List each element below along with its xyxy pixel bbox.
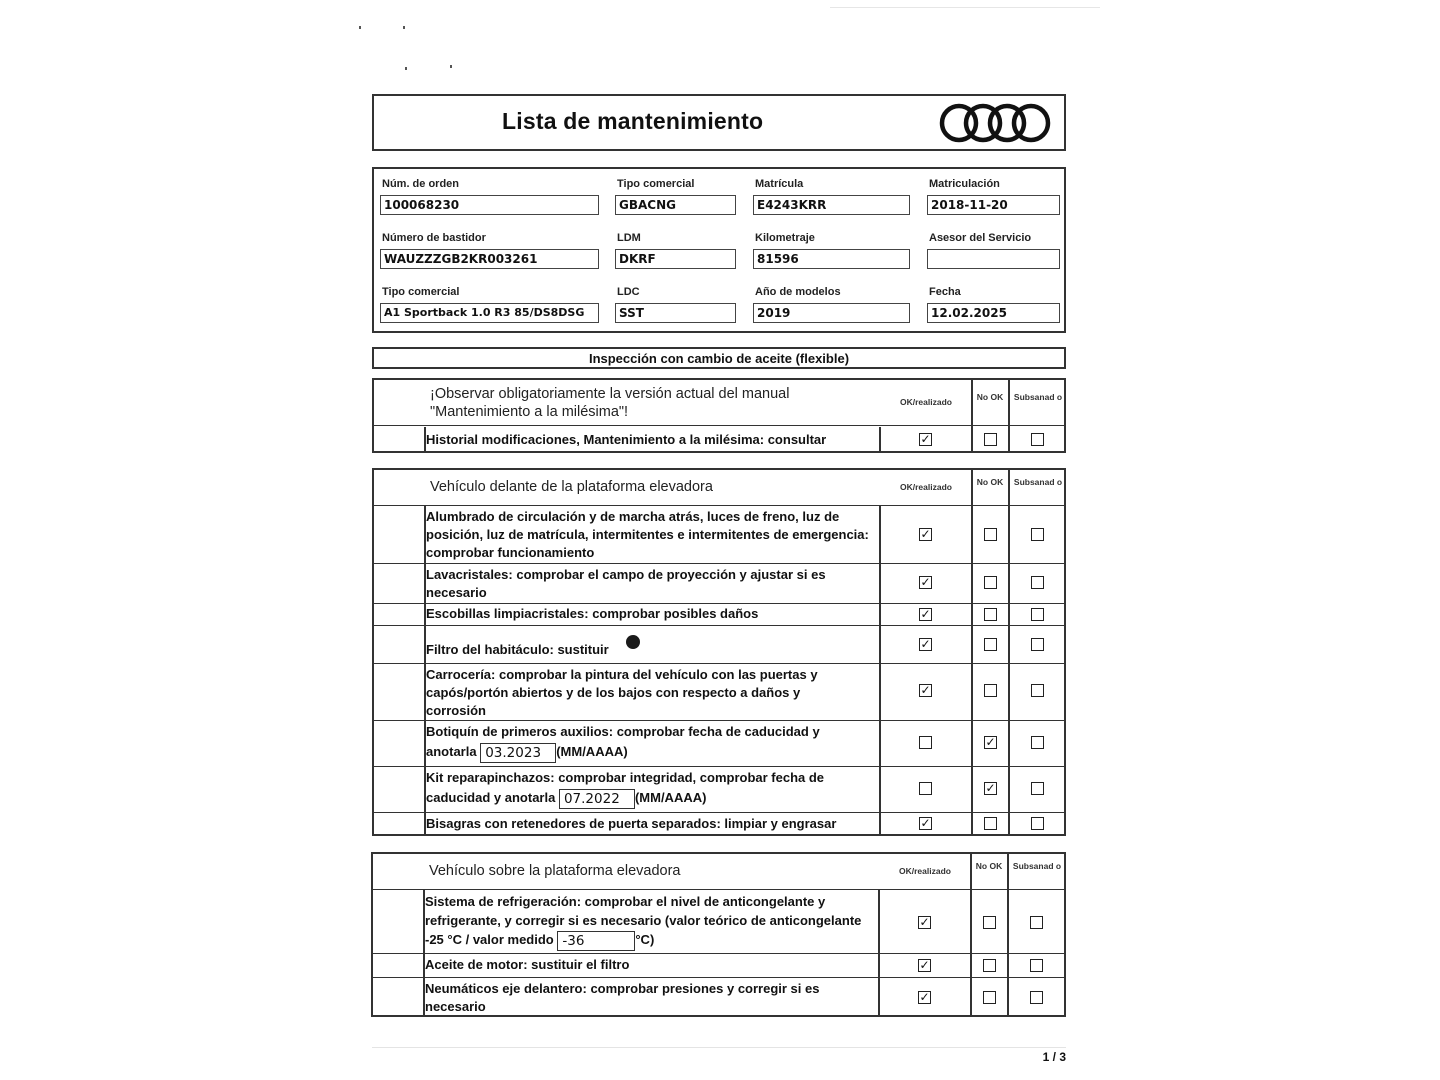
fixed-checkbox[interactable] [1031,528,1044,541]
table-row [374,425,1064,453]
field-label: Núm. de orden [382,178,460,190]
column-header-ok: OK/realizado [899,866,951,876]
column-header-no-ok: No OK [975,861,1003,871]
item-text: Bisagras con retenedores de puerta separados: limpiar y engrasar [426,816,837,831]
field-label: LDM [617,232,641,244]
mileage-field: 81596 [753,249,910,269]
field-label: Matriculación [929,178,1000,190]
table-row [374,603,1064,625]
ok-checkbox[interactable]: ✓ [920,575,931,589]
item-text-before: Sistema de refrigeración: comprobar el nivel de anticongelante y refrigerante, y corregir si es necesario (valor teórico de anticongelante -25 °C / valor medido [425,894,862,947]
table-row [374,663,1064,720]
fixed-checkbox[interactable] [1031,782,1044,795]
fixed-checkbox[interactable] [1031,736,1044,749]
section-heading: ¡Observar obligatoriamente la versión actual del manual "Mantenimiento a la milésima"! [430,386,790,420]
commercial-type-field: GBACNG [615,195,736,215]
no-ok-checkbox[interactable] [983,916,996,929]
ok-checkbox[interactable]: ✓ [920,432,931,446]
field-label: Asesor del Servicio [929,232,1032,244]
field-label: Tipo comercial [382,286,460,298]
no-ok-checkbox[interactable] [983,991,996,1004]
field-label: Matrícula [755,178,804,190]
expiry-date-input[interactable]: 03.2023 [480,743,556,763]
ink-dot [626,635,640,649]
ok-checkbox[interactable]: ✓ [920,527,931,541]
ok-checkbox[interactable]: ✓ [920,637,931,651]
item-text: Alumbrado de circulación y de marcha atrás, luces de freno, luz de posición, luz de matrícula, intermitentes e intermitentes de emergencia: comprobar funcionamiento [426,509,869,560]
ok-checkbox[interactable]: ✓ [920,607,931,621]
ok-checkbox[interactable]: ✓ [919,958,930,972]
table-row [374,505,1064,563]
section-heading: Vehículo delante de la plataforma elevadora [430,479,713,495]
service-advisor-field [927,249,1060,269]
ok-checkbox[interactable] [919,736,932,749]
no-ok-checkbox[interactable]: ✓ [985,781,996,795]
item-text-after: °C) [635,932,655,947]
inspection-banner: Inspección con cambio de aceite (flexible) [372,347,1066,369]
field-label: Tipo comercial [617,178,695,190]
item-text: Lavacristales: comprobar el campo de proyección y ajustar si es necesario [426,567,826,600]
scan-edge [830,7,1100,8]
column-header-no-ok: No OK [976,477,1004,487]
ldm-field: DKRF [615,249,736,269]
field-label: Número de bastidor [382,232,486,244]
no-ok-checkbox[interactable] [984,684,997,697]
column-header-ok: OK/realizado [900,482,952,492]
item-text-before: Kit reparapinchazos: comprobar integridad, comprobar fecha de caducidad y anotarla [426,770,825,805]
page-title: Lista de mantenimiento [502,108,764,134]
no-ok-checkbox[interactable] [984,608,997,621]
table-row [373,889,1064,953]
item-text: Neumáticos eje delantero: comprobar presiones y corregir si es necesario [425,981,820,1014]
fixed-checkbox[interactable] [1030,991,1043,1004]
column-header-ok: OK/realizado [900,397,952,407]
model-year-field: 2019 [753,303,910,323]
ok-checkbox[interactable]: ✓ [920,816,931,830]
vehicle-info-panel [372,167,1066,333]
date-field: 12.02.2025 [927,303,1060,323]
table-row [374,563,1064,603]
no-ok-checkbox[interactable] [983,959,996,972]
item-text: Aceite de motor: sustituir el filtro [425,957,630,972]
item-text [426,768,866,809]
no-ok-checkbox[interactable]: ✓ [985,735,996,749]
document-header [372,94,1066,151]
vin-field: WAUZZZGB2KR003261 [380,249,599,269]
order-number-field: 100068230 [380,195,599,215]
scan-speck [403,26,405,29]
fixed-checkbox[interactable] [1031,817,1044,830]
item-text: Carrocería: comprobar la pintura del vehículo con las puertas y capós/portón abiertos y de los bajos con respecto a daños y corrosión [426,667,818,718]
page-number: 1 / 3 [1042,1050,1066,1064]
field-label: Año de modelos [755,286,841,298]
fixed-checkbox[interactable] [1031,433,1044,446]
field-label: Kilometraje [755,232,815,244]
ok-checkbox[interactable]: ✓ [920,683,931,697]
expiry-date-input[interactable]: 07.2022 [559,789,635,809]
check-section [372,378,1066,453]
no-ok-checkbox[interactable] [984,817,997,830]
scan-speck [405,67,407,70]
fixed-checkbox[interactable] [1031,576,1044,589]
check-section [372,468,1066,836]
model-type-field: A1 Sportback 1.0 R3 85/DS8DSG [380,303,599,323]
field-label: Fecha [929,286,961,298]
fixed-checkbox[interactable] [1031,608,1044,621]
ok-checkbox[interactable] [919,782,932,795]
column-header-fixed: Subsanad o [1013,477,1063,487]
item-text: Filtro del habitáculo: sustituir [426,642,609,657]
check-section [371,852,1066,1017]
section-heading: Vehículo sobre la plataforma elevadora [429,863,681,879]
item-text [426,722,866,763]
column-header-no-ok: No OK [976,392,1004,402]
fixed-checkbox[interactable] [1030,959,1043,972]
table-row [374,720,1064,766]
item-text: Historial modificaciones, Mantenimiento a la milésima: consultar [426,432,827,447]
table-row [373,977,1064,1017]
item-text [425,892,865,951]
column-header-fixed: Subsanad o [1012,861,1062,871]
ldc-field: SST [615,303,736,323]
item-text-after: (MM/AAAA) [634,790,707,805]
column-header-fixed: Subsanad o [1013,392,1063,402]
ok-checkbox[interactable]: ✓ [919,990,930,1004]
registration-date-field: 2018-11-20 [927,195,1060,215]
fixed-checkbox[interactable] [1031,684,1044,697]
item-text: Escobillas limpiacristales: comprobar posibles daños [426,606,759,621]
table-row [374,766,1064,812]
scan-speck [359,26,361,29]
item-text-before: Botiquín de primeros auxilios: comprobar fecha de caducidad y anotarla [426,724,820,759]
no-ok-checkbox[interactable] [984,433,997,446]
table-row [373,953,1064,977]
ok-checkbox[interactable]: ✓ [919,915,930,929]
no-ok-checkbox[interactable] [984,528,997,541]
no-ok-checkbox[interactable] [984,576,997,589]
audi-rings-icon [936,100,1054,146]
scan-speck [450,65,452,68]
item-text-after: (MM/AAAA) [556,744,628,759]
measured-value-input[interactable]: -36 [557,931,635,951]
fixed-checkbox[interactable] [1031,638,1044,651]
table-row [374,812,1064,834]
footer-divider [372,1047,1066,1048]
table-row [374,625,1064,663]
field-label: LDC [617,286,640,298]
no-ok-checkbox[interactable] [984,638,997,651]
fixed-checkbox[interactable] [1030,916,1043,929]
license-plate-field: E4243KRR [753,195,910,215]
